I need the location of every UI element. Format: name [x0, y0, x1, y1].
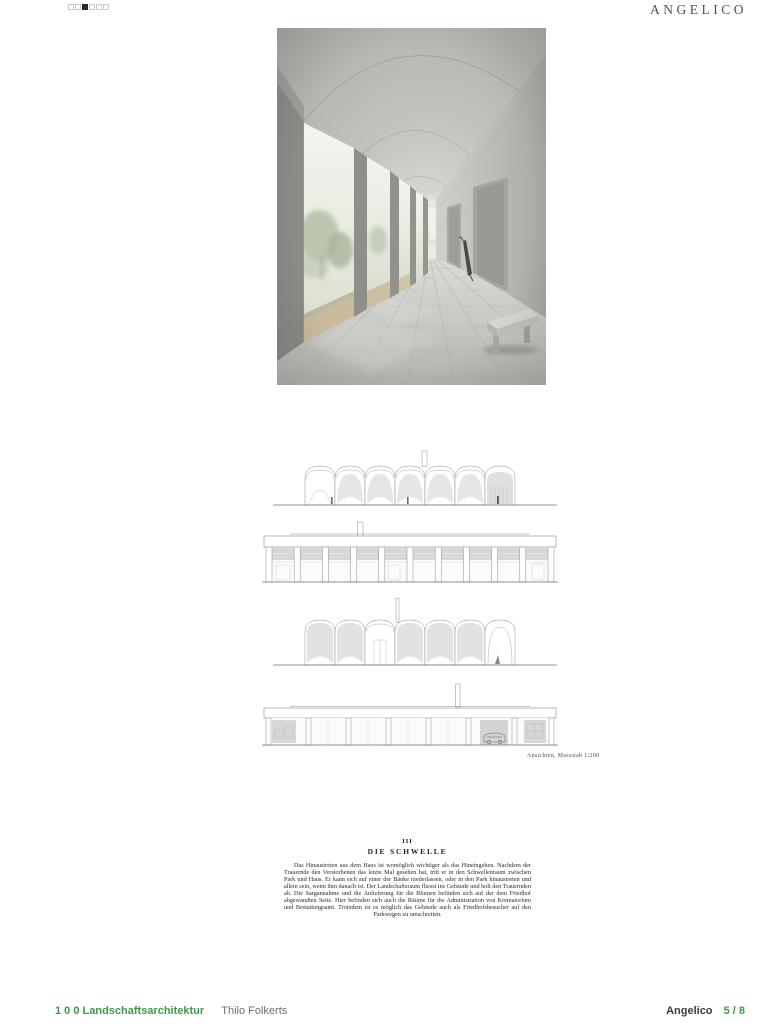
- section-body: Das Hinaustreten aus dem Haus ist womöglich wichtiger als das Hineingehen. Nachdem der Trauernde den Verstorbenen das letzte Mal gesehen hat, tritt er in den Schwellenraum zwischen Park und Haus. Er kann sich auf einer der Bänke niederlassen, oder in den Park hinaustreten und allein sein, wenn ihm danach ist. Der Landschaftsraum fliesst ins Gebäude und holt den Trauernden ab. Die Sargannahme und die Anlieferung für die Blumen befinden sich auf der dem Friedhof abgewandten Seite. Hier befinden sich auch die Räume für die Administration von Krematorium und Bestattungsamt. Trotzdem ist es möglich das Gebäude auch als Friedhofsbesucher auf den Parkwegen zu umschreiten.: [284, 862, 531, 918]
- corridor-rendering-image: [277, 28, 546, 385]
- footer-brand: 1 0 0 Landschaftsarchitektur: [55, 1005, 205, 1017]
- section-title: DIE SCHWELLE: [367, 847, 448, 856]
- footer-page-number: 5 / 8: [723, 1005, 745, 1017]
- page-indicator: [68, 4, 110, 10]
- footer-author: Thilo Folkerts: [221, 1005, 288, 1017]
- section-text: [284, 838, 531, 918]
- project-wordmark: ANGELICO: [650, 2, 747, 17]
- footer: [0, 1005, 768, 1021]
- elevation-drawing-2: [262, 520, 558, 583]
- page-indicator-square[interactable]: [68, 4, 74, 10]
- elevation-drawing-3: [273, 598, 557, 668]
- page-indicator-square[interactable]: [75, 4, 81, 10]
- page-indicator-square[interactable]: [96, 4, 102, 10]
- elevation-drawing-4: [262, 683, 558, 748]
- footer-project: Angelico: [666, 1005, 713, 1017]
- corridor-rendering: [277, 28, 546, 385]
- page-indicator-square[interactable]: [103, 4, 109, 10]
- footer-left: [55, 1005, 287, 1017]
- section-number: III: [402, 838, 413, 845]
- page-indicator-current[interactable]: [82, 4, 88, 10]
- page-indicator-square[interactable]: [89, 4, 95, 10]
- footer-right: [666, 1005, 745, 1017]
- drawing-caption: Ansichten, Massstab 1:200: [527, 753, 600, 759]
- elevation-drawing-1: [273, 450, 557, 508]
